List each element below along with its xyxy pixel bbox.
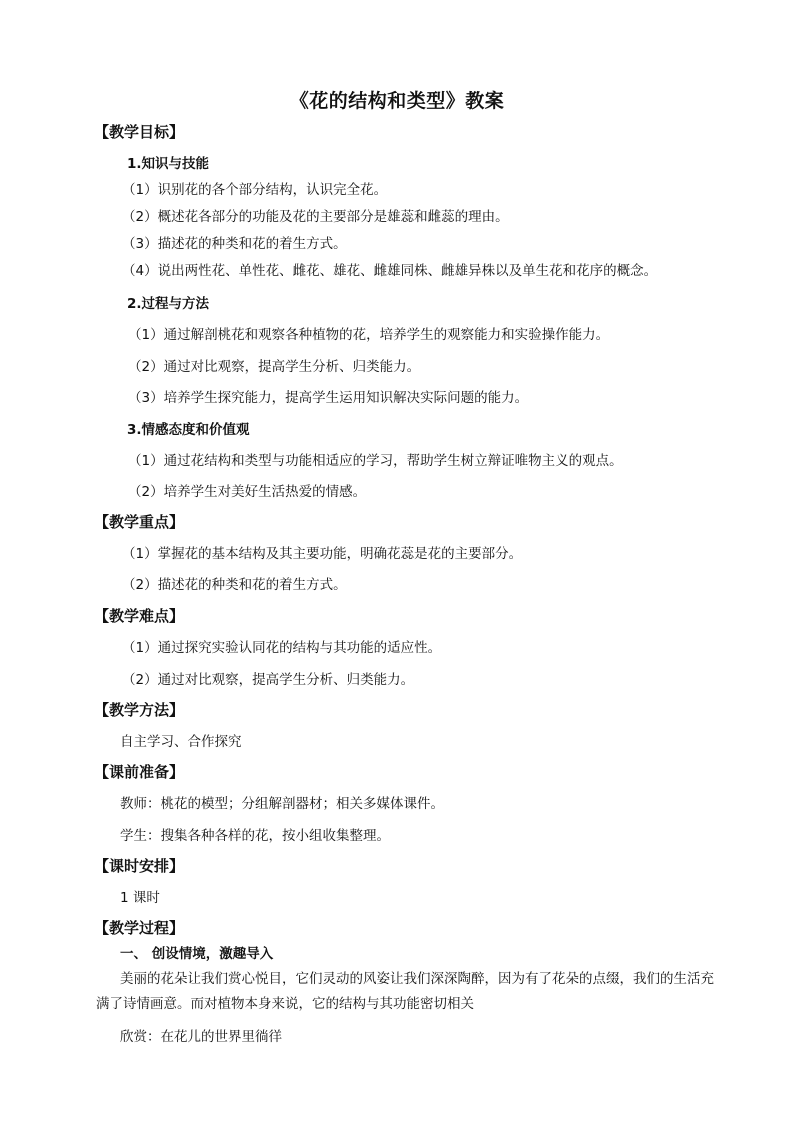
process-step1-heading: 一、 创设情境，激趣导入 — [120, 946, 274, 962]
subheading-process: 2.过程与方法 — [127, 296, 210, 312]
subheading-knowledge: 1.知识与技能 — [127, 156, 210, 172]
schedule-text: 1 课时 — [120, 890, 160, 906]
knowledge-item-1: （1）识别花的各个部分结构，认识完全花。 — [122, 182, 388, 198]
process-item-2: （2）通过对比观察，提高学生分析、归类能力。 — [128, 359, 421, 375]
process-item-3: （3）培养学生探究能力，提高学生运用知识解决实际问题的能力。 — [128, 390, 529, 406]
key-point-item-2: （2）描述花的种类和花的着生方式。 — [122, 577, 347, 593]
knowledge-item-4: （4）说出两性花、单性花、雌花、雄花、雌雄同株、雌雄异株以及单生花和花序的概念。 — [122, 263, 658, 279]
key-point-item-1: （1）掌握花的基本结构及其主要功能，明确花蕊是花的主要部分。 — [122, 546, 523, 562]
emotion-item-2: （2）培养学生对美好生活热爱的情感。 — [128, 484, 367, 500]
emotion-item-1: （1）通过花结构和类型与功能相适应的学习，帮助学生树立辩证唯物主义的观点。 — [128, 453, 623, 469]
process-item-1: （1）通过解剖桃花和观察各种植物的花，培养学生的观察能力和实验操作能力。 — [128, 327, 610, 343]
section-heading-objectives: 【教学目标】 — [94, 123, 185, 141]
difficulty-item-1: （1）通过探究实验认同花的结构与其功能的适应性。 — [122, 640, 442, 656]
difficulty-item-2: （2）通过对比观察，提高学生分析、归类能力。 — [122, 672, 415, 688]
document-title: 《花的结构和类型》教案 — [289, 90, 505, 112]
section-heading-process: 【教学过程】 — [94, 919, 185, 937]
subheading-emotion: 3.情感态度和价值观 — [127, 422, 250, 438]
section-heading-schedule: 【课时安排】 — [94, 857, 185, 875]
section-heading-key-points: 【教学重点】 — [94, 513, 185, 531]
section-heading-difficulties: 【教学难点】 — [94, 607, 185, 625]
knowledge-item-2: （2）概述花各部分的功能及花的主要部分是雄蕊和雌蕊的理由。 — [122, 209, 509, 225]
section-heading-methods: 【教学方法】 — [94, 701, 185, 719]
preparation-student: 学生：搜集各种各样的花，按小组收集整理。 — [120, 828, 390, 844]
process-intro-paragraph: 美丽的花朵让我们赏心悦目，它们灵动的风姿让我们深深陶醉，因为有了花朵的点缀，我们的生活充满了诗情画意。而对植物本身来说，它的结构与其功能密切相关 — [96, 971, 714, 1012]
preparation-teacher: 教师：桃花的模型；分组解剖器材；相关多媒体课件。 — [120, 796, 444, 812]
knowledge-item-3: （3）描述花的种类和花的着生方式。 — [122, 236, 347, 252]
methods-text: 自主学习、合作探究 — [120, 734, 242, 750]
process-appreciate-text: 欣赏：在花儿的世界里徜徉 — [120, 1029, 282, 1045]
section-heading-preparation: 【课前准备】 — [94, 763, 185, 781]
